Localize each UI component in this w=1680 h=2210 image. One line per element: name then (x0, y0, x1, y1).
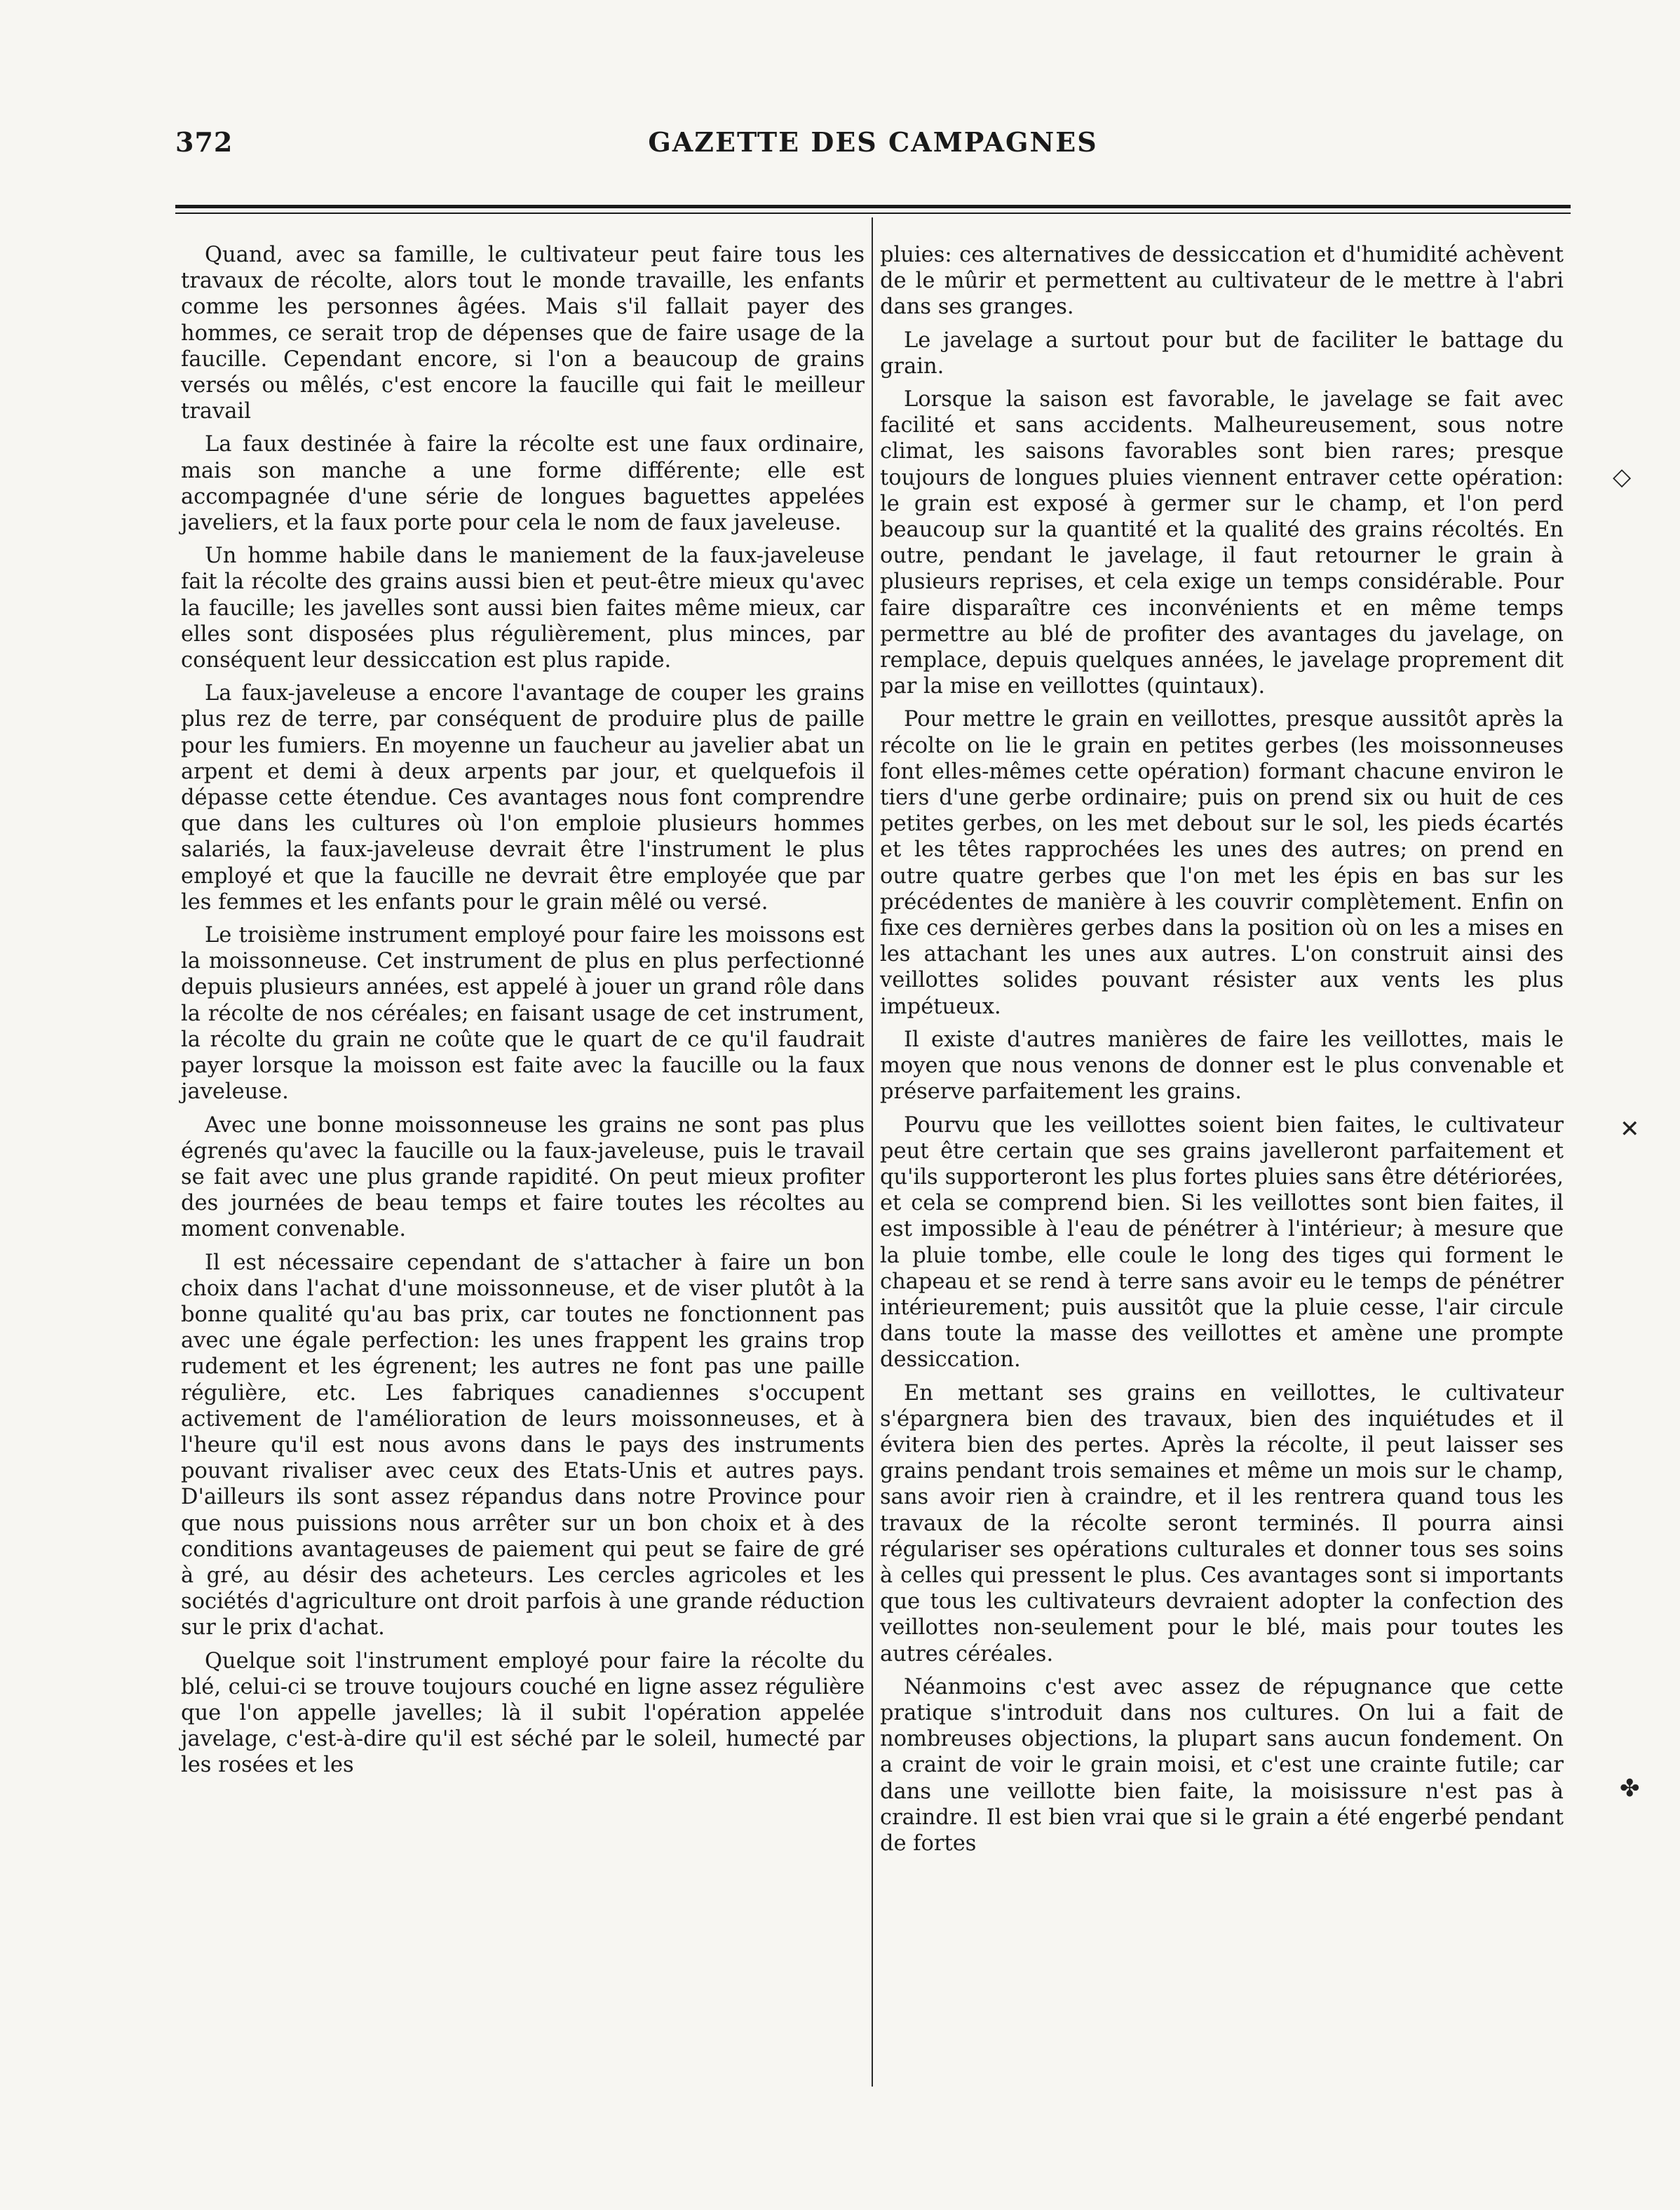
paragraph: Pourvu que les veillottes soient bien faites, le cultivateur peut être certain que ses grains javelleront parfaitement et qu'ils supporteront les plus fortes pluies sans être détériorées, et cela se comprend bien. Si les veillottes sont bien faites, il est impossible à l'eau de pénétrer à l'intérieur; à mesure que la pluie tombe, elle coule le long des tiges qui forment le chapeau et se rend à terre sans avoir eu le temps de pénétrer intérieurement; puis aussitôt que la pluie cesse, l'air circule dans toute la masse des veillottes et amène une prompte dessiccation. (880, 1112, 1564, 1373)
paragraph: Un homme habile dans le maniement de la faux-javeleuse fait la récolte des grains aussi bien et peut-être mieux qu'avec la faucille; les javelles sont aussi bien faites même mieux, car elles sont disposées plus régulièrement, plus minces, par conséquent leur dessiccation est plus rapide. (181, 544, 865, 673)
paragraph: En mettant ses grains en veillottes, le cultivateur s'épargnera bien des travaux, bien des inquiétudes et il évitera bien des pertes. Après la récolte, il peut laisser ses grains pendant trois semaines et même un mois sur le champ, sans avoir rien à craindre, et il les rentrera quand tous les travaux de la récolte seront terminés. Il pourra ainsi régulariser ses opérations culturales et donner tous ses soins à celles qui pressent le plus. Ces avantages sont si importants que tous les cultivateurs devraient adopter la confection des veillottes non-seulement pour le blé, mais pour toutes les autres céréales. (880, 1380, 1564, 1666)
paragraph: Quand, avec sa famille, le cultivateur peut faire tous les travaux de récolte, alors tout le monde travaille, les enfants comme les personnes âgées. Mais s'il fallait payer des hommes, ce serait trop de dépenses que de faire usage de la faucille. Cependant encore, si l'on a beaucoup de grains versés ou mêlés, c'est encore la faucille qui fait le meilleur travail (181, 243, 865, 424)
paragraph: Pour mettre le grain en veillottes, presque aussitôt après la récolte on lie le grain en petites gerbes (les moissonneuses font elles-mêmes cette opération) formant chacune environ le tiers d'une gerbe ordinaire; puis on prend six ou huit de ces petites gerbes, on les met debout sur le sol, les pieds écartés et les têtes rapprochées les unes des autres; on prend en outre quatre gerbes que l'on met les épis en bas sur les précédentes de manière à les couvrir complètement. Enfin on fixe ces dernières gerbes dans la position où on les a mises en les attachant les unes aux autres. L'on construit ainsi des veillottes solides pouvant résister aux vents les plus impétueux. (880, 707, 1564, 1019)
column-divider (872, 217, 873, 2087)
right-column (880, 242, 1564, 1864)
header-rule-thin (175, 213, 1571, 214)
paragraph: Lorsque la saison est favorable, le javelage se fait avec facilité et sans accidents. Malheureusement, sous notre climat, les saisons favorables sont bien rares; presque toujours de longues pluies viennent entraver cette opération: le grain est exposé à germer sur le champ, et l'on perd beaucoup sur la quantité et la qualité des grains récoltés. En outre, pendant le javelage, il faut retourner le grain à plusieurs reprises, et cela exige un temps considérable. Pour faire disparaître ces inconvénients et en même temps permettre au blé de profiter des avantages du javelage, on remplace, depuis quelques années, le javelage proprement dit par la mise en veillottes (quintaux). (880, 387, 1564, 699)
margin-mark: ✕ (1620, 1115, 1640, 1143)
paragraph: Quelque soit l'instrument employé pour faire la récolte du blé, celui-ci se trouve toujours couché en ligne assez régulière que l'on appelle javelles; là il subit l'opération appelée javelage, c'est-à-dire qu'il est séché par le soleil, humecté par les rosées et les (181, 1648, 865, 1778)
paragraph: Le javelage a surtout pour but de faciliter le battage du grain. (880, 328, 1564, 379)
left-column (181, 242, 865, 1786)
paragraph: Il existe d'autres manières de faire les veillottes, mais le moyen que nous venons de donner est le plus convenable et préserve parfaitement les grains. (880, 1027, 1564, 1105)
page-header (175, 126, 1571, 175)
margin-mark: ✤ (1620, 1774, 1640, 1803)
paragraph: Le troisième instrument employé pour faire les moissons est la moissonneuse. Cet instrument de plus en plus perfectionné depuis plusieurs années, est appelé à jouer un grand rôle dans la récolte de nos céréales; en faisant usage de cet instrument, la récolte du grain ne coûte que le quart de ce qu'il faudrait payer lorsque la moisson est faite avec la faucille ou la faux javeleuse. (181, 923, 865, 1105)
paragraph: La faux destinée à faire la récolte est une faux ordinaire, mais son manche a une forme différente; elle est accompagnée d'une série de longues baguettes appelées javeliers, et la faux porte pour cela le nom de faux javeleuse. (181, 432, 865, 536)
paragraph: Avec une bonne moissonneuse les grains ne sont pas plus égrenés qu'avec la faucille ou la faux-javeleuse, puis le travail se fait avec une plus grande rapidité. On peut mieux profiter des journées de beau temps et faire toutes les récoltes au moment convenable. (181, 1112, 865, 1242)
paragraph: Il est nécessaire cependant de s'attacher à faire un bon choix dans l'achat d'une moissonneuse, et de viser plutôt à la bonne qualité qu'au bas prix, car toutes ne fonctionnent pas avec une égale perfection: les unes frappent les grains trop rudement et les égrenent; les autres ne font pas une paille régulière, etc. Les fabriques canadiennes s'occupent activement de l'amélioration de leurs moissonneuses, et à l'heure qu'il est nous avons dans le pays des instruments pouvant rivaliser avec ceux des Etats-Unis et autres pays. D'ailleurs ils sont assez répandus dans notre Province pour que nous puissions nous arrêter sur un bon choix et à des conditions avantageuses de paiement qui peut se faire de gré à gré, au désir des acheteurs. Les cercles agricoles et les sociétés d'agriculture ont droit parfois à une grande réduction sur le prix d'achat. (181, 1250, 865, 1640)
running-title: GAZETTE DES CAMPAGNES (648, 126, 1098, 158)
margin-mark: ◇ (1613, 463, 1632, 491)
paragraph: pluies: ces alternatives de dessiccation et d'humidité achèvent de le mûrir et permettent au cultivateur de le mettre à l'abri dans ses granges. (880, 243, 1564, 320)
paragraph: Néanmoins c'est avec assez de répugnance que cette pratique s'introduit dans nos cultures. On lui a fait de nombreuses objections, la plupart sans aucun fondement. On a craint de voir le grain moisi, et c'est une crainte futile; car dans une veillotte bien faite, la moisissure n'est pas à craindre. Il est bien vrai que si le grain a été engerbé pendant de fortes (880, 1674, 1564, 1856)
page-number: 372 (175, 126, 233, 158)
header-rule-thick (175, 205, 1571, 208)
paragraph: La faux-javeleuse a encore l'avantage de couper les grains plus rez de terre, par conséquent de produire plus de paille pour les fumiers. En moyenne un faucheur au javelier abat un arpent et demi à deux arpents par jour, et quelquefois il dépasse cette étendue. Ces avantages nous font comprendre que dans les cultures où l'on emploie plusieurs hommes salariés, la faux-javeleuse devrait être l'instrument le plus employé et que la faucille ne devrait être employée que par les femmes et les enfants pour le grain mêlé ou versé. (181, 681, 865, 915)
